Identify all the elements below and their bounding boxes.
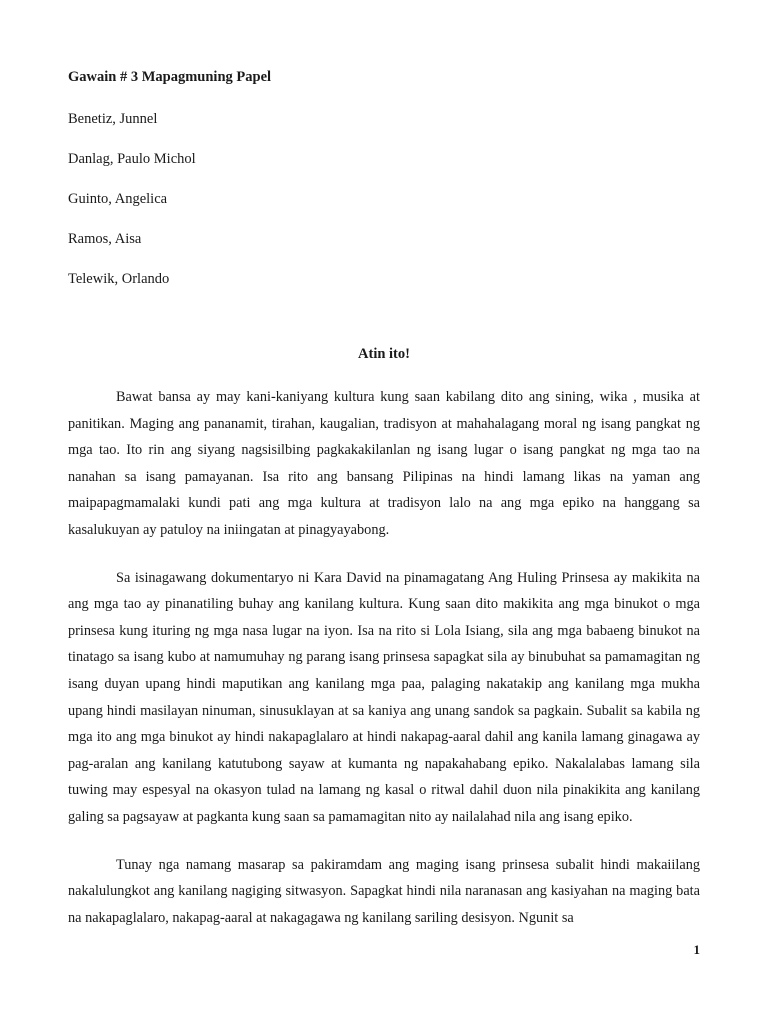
essay-title: Atin ito! xyxy=(358,346,410,362)
body-paragraph: Bawat bansa ay may kani-kaniyang kultura kung saan kabilang dito ang sining, wika , musika at panitikan. Maging ang pananamit, tirahan, kaugalian, tradisyon at mahahalagang moral ng isang pangkat ng mga tao. Ito rin ang siyang nagsisilbing pagkakakilanlan ng isang lugar o isang pangkat ng mga tao na nanahan sa isang pamayanan. Isa rito ang bansang Pilipinas na hindi lamang likas na yaman ang maipapagmamalaki kundi pati ang mga kultura at tradisyon lalo na ang mga epiko na hanggang sa kasalukuyan ay patuloy na iniingatan at pinagyayabong. xyxy=(68,389,700,538)
author-list xyxy=(68,109,196,309)
body-paragraph: Sa isinagawang dokumentaryo ni Kara David na pinamagatang Ang Huling Prinsesa ay makikita na ang mga tao ay pinanatiling buhay ang kanilang kultura. Kung saan dito makikita ang mga binukot o mga prinsesa kung ituring ng mga nasa lugar na iyon. Isa na rito si Lola Isiang, sila ang mga babaeng binukot na tinatago sa isang kubo at namumuhay ng parang isang prinsesa sapagkat sila ay binubuhat sa pamamagitan ng isang duyan upang hindi maputikan ang kanilang mga paa, palaging nakatakip ang kanilang mga mukha upang hindi masilayan ninuman, sinusuklayan at sa kaniya ang unang sandok sa pagkain. Subalit sa kabila ng mga ito ang mga binukot ay hindi nakapaglalaro at hindi nakapag-aaral dahil ang kanila lamang ginagawa ay pag-aralan ang kanilang katutubong sayaw at kumanta ng napakahabang epiko. Nakalalabas lamang sila tuwing may espesyal na okasyon tulad na lamang ng kasal o ritwal dahil duon nila pinakikita ang kanilang galing sa pagsayaw at pagkanta kung saan sa pamamagitan nito ay nailalahad nila ang isang epiko. xyxy=(68,569,700,825)
essay-body xyxy=(68,384,700,931)
author-name: Benetiz, Junnel xyxy=(68,111,158,127)
author-name: Telewik, Orlando xyxy=(68,271,170,287)
author-name: Guinto, Angelica xyxy=(68,191,168,207)
page-number: 1 xyxy=(693,942,700,957)
author-name: Ramos, Aisa xyxy=(68,231,142,247)
author-name: Danlag, Paulo Michol xyxy=(68,151,196,167)
body-paragraph: Tunay nga namang masarap sa pakiramdam ang maging isang prinsesa subalit hindi makaiilang nakalulungkot ang kanilang nagiging sitwasyon. Sapagkat hindi nila naranasan ang kasiyahan na maging bata na nakapaglalaro, nakapag-aaral at nakagagawa ng kanilang sariling desisyon. Ngunit sa xyxy=(68,856,700,926)
assignment-heading: Gawain # 3 Mapagmuning Papel xyxy=(68,69,272,85)
